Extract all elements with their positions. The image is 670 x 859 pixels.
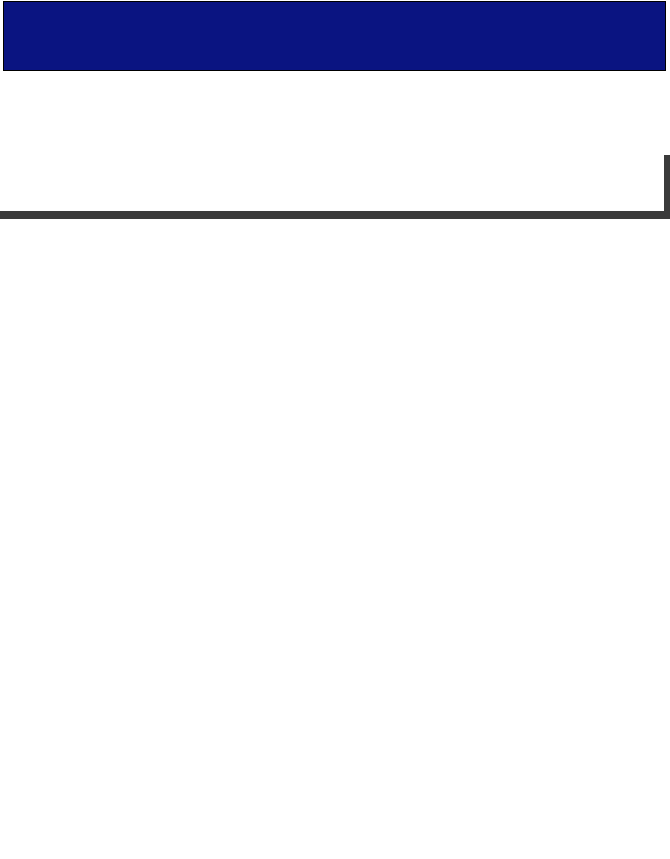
column-headers bbox=[4, 60, 665, 71]
page-separator bbox=[0, 211, 670, 219]
page-edge bbox=[664, 155, 670, 213]
table-header bbox=[3, 1, 666, 71]
page-gap bbox=[0, 155, 670, 213]
